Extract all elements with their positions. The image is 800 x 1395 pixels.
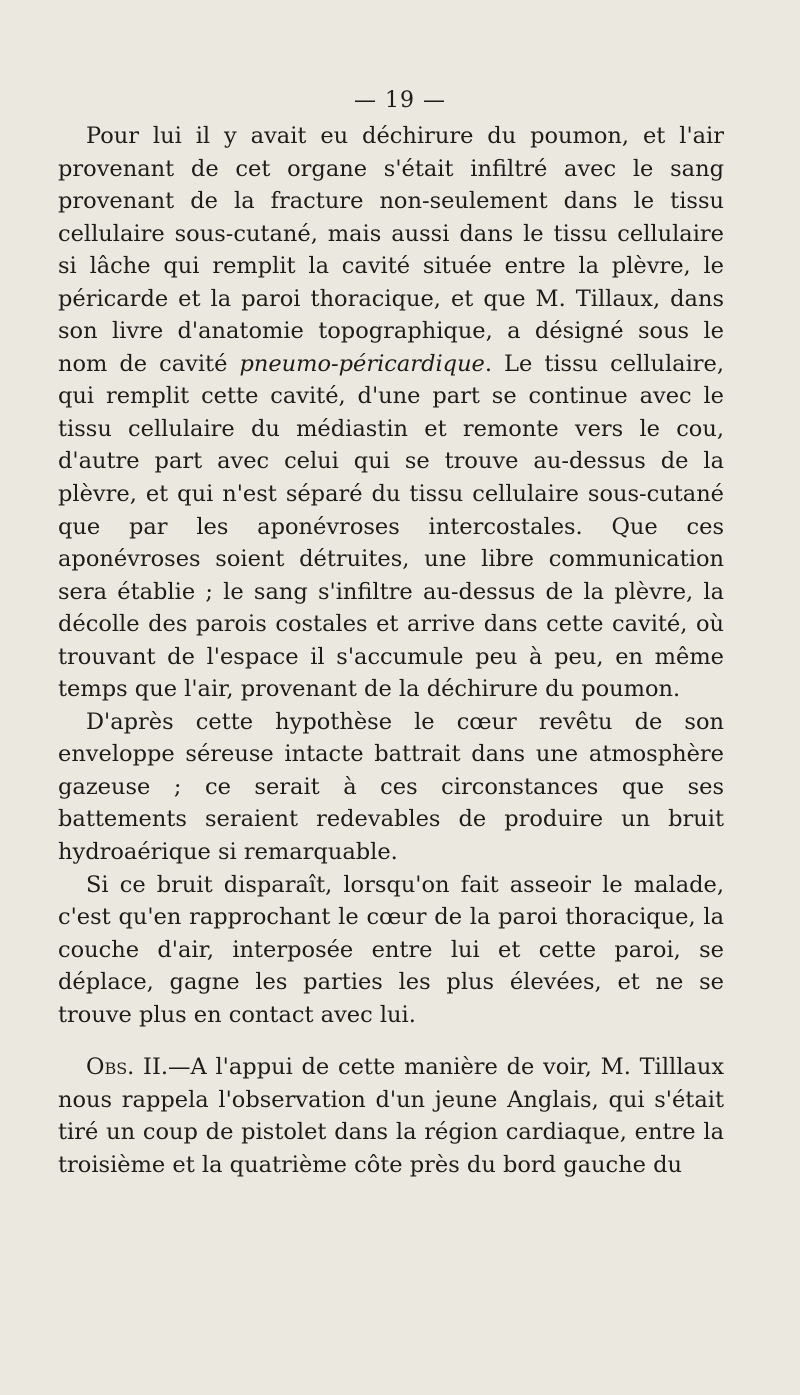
paragraph-1 — [58, 120, 724, 706]
observation-label: Obs. II. — [86, 1054, 168, 1081]
paragraph-1-text-a: Pour lui il y avait eu déchirure du poumon, et l'air provenant de cet organe s'était infiltré avec le sang provenant de la fracture non-seulement dans le tissu cellulaire sous-cutané, mais aussi dans le tissu cellulaire si lâche qui remplit la cavité située entre la plèvre, le péricarde et la paroi thoracique, et que M. Tillaux, dans son livre d'anatomie topographique, a désigné sous le nom de cavité — [58, 123, 724, 377]
paragraph-3: Si ce bruit disparaît, lorsqu'on fait asseoir le malade, c'est qu'en rapprochant le cœur de la paroi thoracique, la couche d'air, interposée entre lui et cette paroi, se déplace, gagne les parties les plus élevées, et ne se trouve plus en contact avec lui. — [58, 871, 724, 1028]
body-text — [58, 120, 724, 1182]
observation-text: —A l'appui de cette manière de voir, M. Tilllaux nous rappela l'observation d'un jeune Anglais, qui s'était tiré un coup de pistolet dans la région cardiaque, entre la troisième et la quatrième côte près du bord gauche du — [58, 1054, 725, 1178]
observation-paragraph — [58, 1051, 724, 1181]
paragraph-2: D'après cette hypothèse le cœur revêtu de son enveloppe séreuse intacte battrait dans une atmosphère gazeuse ; ce serait à ces circonstances que ses battements seraient redevables de produire un bruit hydroaérique si remarquable. — [58, 708, 724, 866]
paragraph-1-text-b: . Le tissu cellulaire, qui remplit cette cavité, d'une part se continue avec le tissu cellulaire du médiastin et remonte vers le cou, d'autre part avec celui qui se trouve au-dessus de la plèvre, et qui n'est séparé du tissu cellulaire sous-cutané que par les aponévroses intercostales. Que ces aponévroses soient détruites, une libre communication sera établie ; le sang s'infiltre au-dessus de la plèvre, la décolle des parois costales et arrive dans cette cavité, où trouvant de l'espace il s'accumule peu à peu, en même temps que l'air, provenant de la déchirure du poumon. — [58, 350, 724, 703]
page-number: — 19 — — [354, 88, 446, 113]
emphasized-term: pneumo-péricardique — [239, 350, 485, 377]
